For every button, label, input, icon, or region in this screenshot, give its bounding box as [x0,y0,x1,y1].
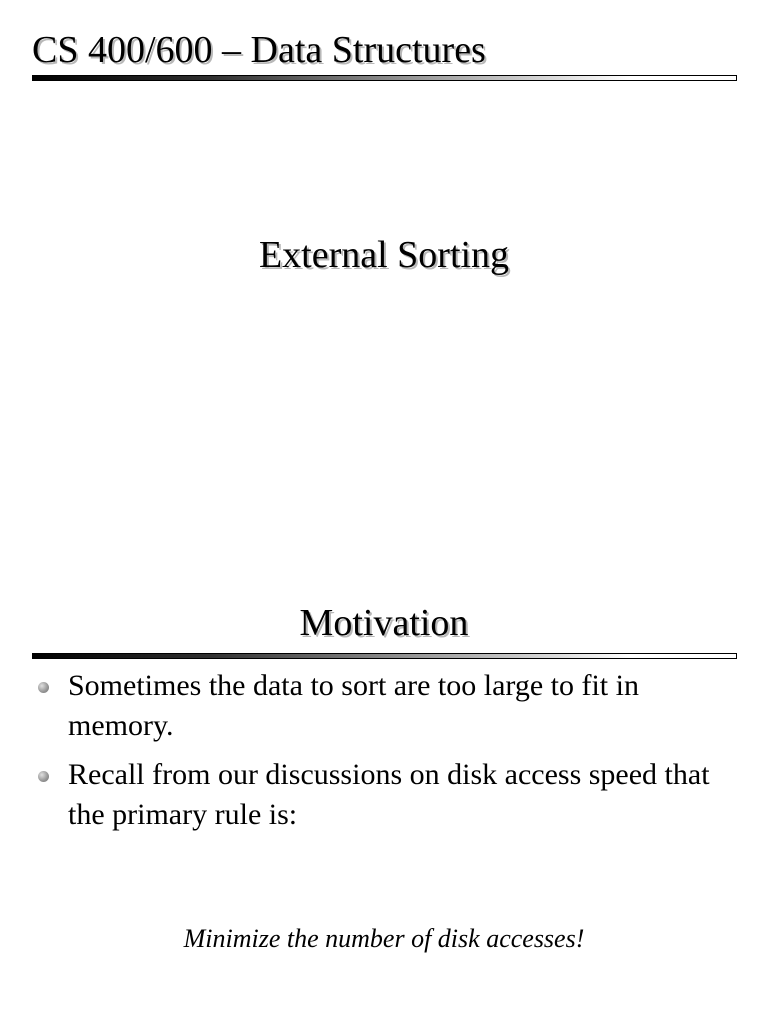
bullet-icon [38,771,49,782]
emphasis-text: Minimize the number of disk accesses! [183,924,585,953]
bullet-text: Sometimes the data to sort are too large to fit in memory. [68,669,639,742]
slide-motivation [0,560,768,1024]
heading-rule [32,653,737,659]
header-rule [32,75,737,81]
slide-title-heading: External Sorting [258,234,510,276]
list-item [34,666,734,746]
bullet-list [34,666,734,844]
bullet-icon [38,682,49,693]
course-title: CS 400/600 – Data Structures [32,29,486,71]
bullet-text: Recall from our discussions on disk access speed that the primary rule is: [68,758,710,831]
list-item [34,755,734,835]
motivation-heading: Motivation [299,602,469,644]
